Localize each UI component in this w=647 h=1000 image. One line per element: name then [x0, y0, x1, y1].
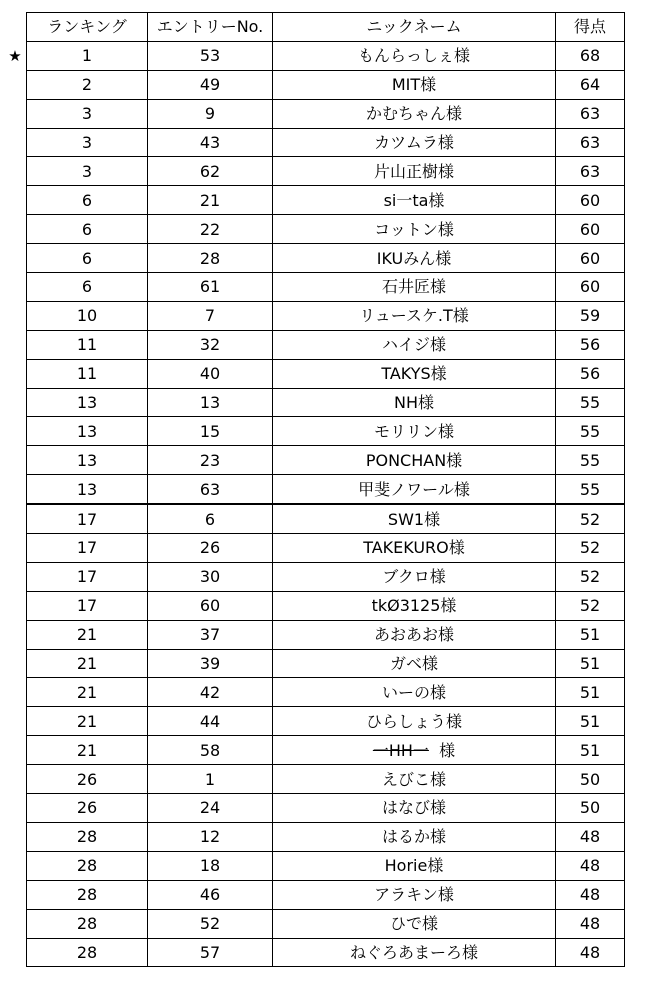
rank-cell: 1 — [27, 41, 148, 70]
entry-no-cell: 9 — [148, 99, 273, 128]
entry-no-cell: 58 — [148, 736, 273, 765]
score-cell: 60 — [556, 244, 625, 273]
score-cell: 52 — [556, 562, 625, 591]
score-cell: 59 — [556, 301, 625, 330]
rank-cell: 6 — [27, 273, 148, 302]
score-cell: 56 — [556, 359, 625, 388]
score-cell: 63 — [556, 128, 625, 157]
score-cell: 50 — [556, 794, 625, 823]
entry-no-cell: 37 — [148, 620, 273, 649]
table-row — [27, 273, 625, 302]
rank-cell: 3 — [27, 99, 148, 128]
rank-cell: 3 — [27, 128, 148, 157]
nickname-cell: MIT様 — [273, 70, 556, 99]
table-row — [27, 215, 625, 244]
entry-no-cell: 18 — [148, 851, 273, 880]
table-row — [27, 504, 625, 533]
table-row — [27, 678, 625, 707]
rank-cell: 21 — [27, 678, 148, 707]
entry-no-cell: 40 — [148, 359, 273, 388]
score-cell: 48 — [556, 851, 625, 880]
table-row — [27, 359, 625, 388]
entry-no-cell: 24 — [148, 794, 273, 823]
rank-cell: 2 — [27, 70, 148, 99]
rank-cell: 13 — [27, 417, 148, 446]
score-cell: 55 — [556, 417, 625, 446]
nickname-cell: いーの様 — [273, 678, 556, 707]
entry-no-cell: 44 — [148, 707, 273, 736]
entry-no-cell: 26 — [148, 534, 273, 563]
table-row — [27, 417, 625, 446]
table-row — [27, 938, 625, 967]
score-cell: 68 — [556, 41, 625, 70]
nickname-cell: IKUみん様 — [273, 244, 556, 273]
ranking-table — [26, 12, 625, 967]
score-cell: 60 — [556, 186, 625, 215]
table-row — [27, 909, 625, 938]
nickname-cell: リュースケ.T様 — [273, 301, 556, 330]
entry-no-cell: 6 — [148, 504, 273, 533]
score-cell: 55 — [556, 446, 625, 475]
entry-no-cell: 23 — [148, 446, 273, 475]
nickname-cell: ブクロ様 — [273, 562, 556, 591]
nickname-cell: ひらしょう様 — [273, 707, 556, 736]
entry-no-cell: 57 — [148, 938, 273, 967]
table-row — [27, 562, 625, 591]
table-row — [27, 649, 625, 678]
struck-name-prefix: 一HH一 — [372, 740, 429, 760]
nickname-cell: コットン様 — [273, 215, 556, 244]
rank-cell: 28 — [27, 909, 148, 938]
entry-no-cell: 42 — [148, 678, 273, 707]
table-row — [27, 765, 625, 794]
score-cell: 52 — [556, 534, 625, 563]
nickname-cell: はるか様 — [273, 822, 556, 851]
entry-no-cell: 32 — [148, 330, 273, 359]
header-row — [27, 13, 625, 42]
score-cell: 55 — [556, 475, 625, 504]
header-score: 得点 — [556, 13, 625, 42]
header-entry-no: エントリーNo. — [148, 13, 273, 42]
entry-no-cell: 1 — [148, 765, 273, 794]
nickname-cell: もんらっしぇ様 — [273, 41, 556, 70]
entry-no-cell: 43 — [148, 128, 273, 157]
rank-cell: 13 — [27, 388, 148, 417]
score-cell: 48 — [556, 880, 625, 909]
rank-cell: 21 — [27, 707, 148, 736]
entry-no-cell: 46 — [148, 880, 273, 909]
nickname-cell: あおあお様 — [273, 620, 556, 649]
nickname-cell: TAKEKURO様 — [273, 534, 556, 563]
score-cell: 48 — [556, 938, 625, 967]
table-row — [27, 736, 625, 765]
score-cell: 48 — [556, 822, 625, 851]
rank-cell: 28 — [27, 938, 148, 967]
table-row — [27, 388, 625, 417]
table-row — [27, 128, 625, 157]
entry-no-cell: 30 — [148, 562, 273, 591]
score-cell: 52 — [556, 591, 625, 620]
table-row — [27, 822, 625, 851]
score-cell: 50 — [556, 765, 625, 794]
header-nickname: ニックネーム — [273, 13, 556, 42]
nickname-cell: NH様 — [273, 388, 556, 417]
entry-no-cell: 15 — [148, 417, 273, 446]
rank-cell: 17 — [27, 534, 148, 563]
rank-cell: 10 — [27, 301, 148, 330]
table-row — [27, 475, 625, 504]
score-cell: 64 — [556, 70, 625, 99]
table-row — [27, 330, 625, 359]
score-cell: 56 — [556, 330, 625, 359]
rank-cell: 6 — [27, 215, 148, 244]
rank-cell: 3 — [27, 157, 148, 186]
nickname-cell — [273, 736, 556, 765]
nickname-cell: えびこ様 — [273, 765, 556, 794]
table-row — [27, 591, 625, 620]
entry-no-cell: 60 — [148, 591, 273, 620]
score-cell: 51 — [556, 678, 625, 707]
rank-cell: 21 — [27, 620, 148, 649]
entry-no-cell: 52 — [148, 909, 273, 938]
entry-no-cell: 62 — [148, 157, 273, 186]
score-cell: 51 — [556, 620, 625, 649]
nickname-cell: カツムラ様 — [273, 128, 556, 157]
nickname-cell: ひで様 — [273, 909, 556, 938]
table-row — [27, 99, 625, 128]
nickname-cell: 片山正樹様 — [273, 157, 556, 186]
nickname-cell: si一ta様 — [273, 186, 556, 215]
table-row — [27, 534, 625, 563]
score-cell: 51 — [556, 707, 625, 736]
rank-cell: 21 — [27, 736, 148, 765]
score-cell: 51 — [556, 736, 625, 765]
table-row — [27, 157, 625, 186]
star-marker-icon: ★ — [8, 47, 22, 65]
nickname-cell: TAKYS様 — [273, 359, 556, 388]
score-cell: 51 — [556, 649, 625, 678]
rank-cell: 17 — [27, 562, 148, 591]
entry-no-cell: 12 — [148, 822, 273, 851]
rank-cell: 17 — [27, 591, 148, 620]
table-row — [27, 244, 625, 273]
score-cell: 52 — [556, 504, 625, 533]
score-cell: 63 — [556, 99, 625, 128]
table-row — [27, 446, 625, 475]
nickname-cell: モリリン様 — [273, 417, 556, 446]
entry-no-cell: 61 — [148, 273, 273, 302]
rank-cell: 6 — [27, 186, 148, 215]
entry-no-cell: 53 — [148, 41, 273, 70]
entry-no-cell: 28 — [148, 244, 273, 273]
score-cell: 63 — [556, 157, 625, 186]
table-row — [27, 794, 625, 823]
entry-no-cell: 39 — [148, 649, 273, 678]
entry-no-cell: 21 — [148, 186, 273, 215]
table-row — [27, 880, 625, 909]
nickname-cell: PONCHAN様 — [273, 446, 556, 475]
rank-cell: 21 — [27, 649, 148, 678]
table-row — [27, 301, 625, 330]
rank-cell: 11 — [27, 330, 148, 359]
rank-cell: 6 — [27, 244, 148, 273]
table-row — [27, 41, 625, 70]
table-row — [27, 851, 625, 880]
rank-cell: 28 — [27, 851, 148, 880]
nickname-cell: SW1様 — [273, 504, 556, 533]
nickname-cell: アラキン様 — [273, 880, 556, 909]
entry-no-cell: 13 — [148, 388, 273, 417]
table-row — [27, 70, 625, 99]
table-row — [27, 620, 625, 649]
name-suffix: 様 — [439, 740, 456, 760]
entry-no-cell: 63 — [148, 475, 273, 504]
nickname-cell: Horie様 — [273, 851, 556, 880]
rank-cell: 17 — [27, 504, 148, 533]
header-rank: ランキング — [27, 13, 148, 42]
score-cell: 55 — [556, 388, 625, 417]
rank-cell: 26 — [27, 765, 148, 794]
nickname-cell: ねぐろあまーろ様 — [273, 938, 556, 967]
nickname-cell: ガベ様 — [273, 649, 556, 678]
entry-no-cell: 22 — [148, 215, 273, 244]
rank-cell: 13 — [27, 446, 148, 475]
nickname-cell: 甲斐ノワール様 — [273, 475, 556, 504]
rank-cell: 13 — [27, 475, 148, 504]
entry-no-cell: 7 — [148, 301, 273, 330]
nickname-cell: 石井匠様 — [273, 273, 556, 302]
nickname-cell: ハイジ様 — [273, 330, 556, 359]
table-row — [27, 707, 625, 736]
nickname-cell: はなび様 — [273, 794, 556, 823]
rank-cell: 28 — [27, 822, 148, 851]
score-cell: 60 — [556, 215, 625, 244]
score-cell: 48 — [556, 909, 625, 938]
entry-no-cell: 49 — [148, 70, 273, 99]
table-row — [27, 186, 625, 215]
score-cell: 60 — [556, 273, 625, 302]
nickname-cell: tkØ3125様 — [273, 591, 556, 620]
rank-cell: 28 — [27, 880, 148, 909]
rank-cell: 26 — [27, 794, 148, 823]
nickname-cell: かむちゃん様 — [273, 99, 556, 128]
rank-cell: 11 — [27, 359, 148, 388]
